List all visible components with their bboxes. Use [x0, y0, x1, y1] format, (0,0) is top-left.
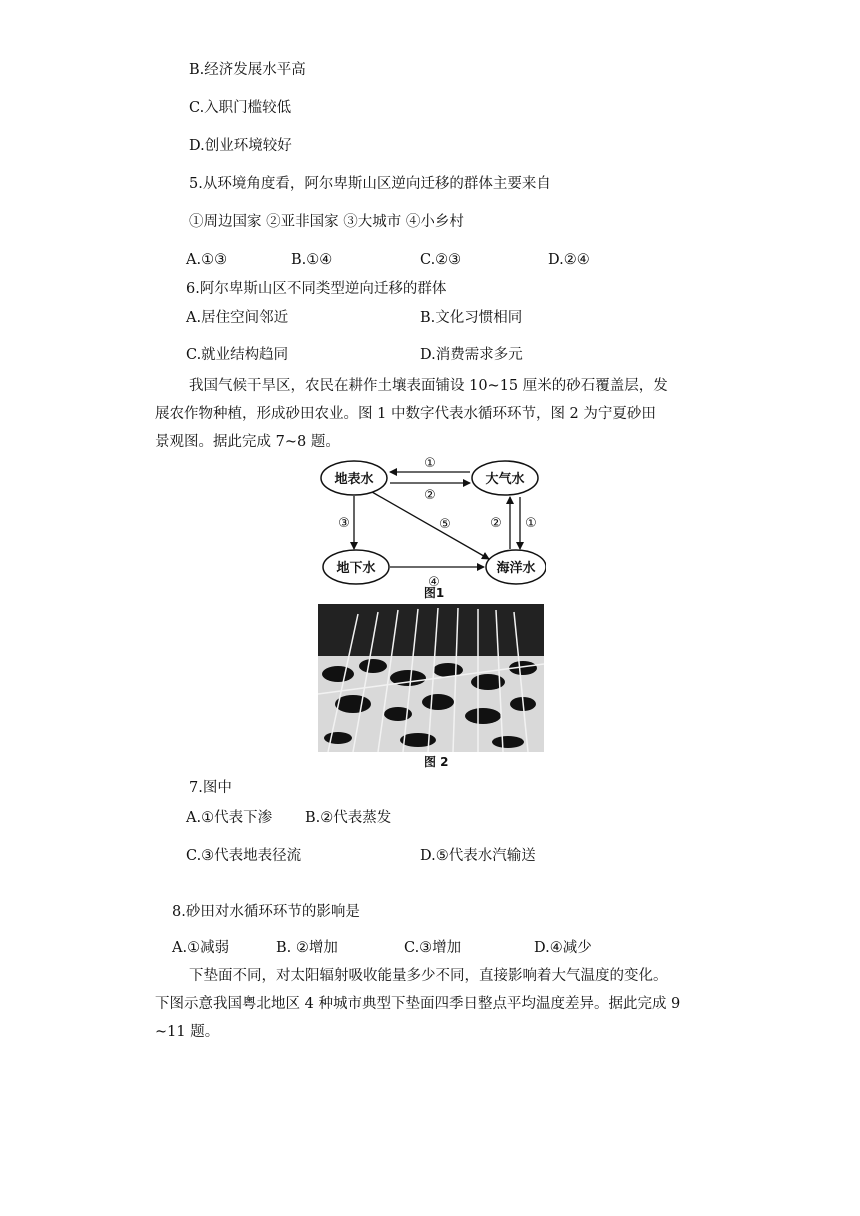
water-cycle-diagram: [314, 448, 546, 600]
passage-9-11-line2: 下图示意我国粤北地区 4 种城市典型下垫面四季日整点平均温度差异。据此完成 9: [155, 996, 681, 1012]
label-top-upper: ①: [424, 456, 436, 471]
q8-option-a: A.①减弱: [172, 940, 230, 956]
passage-9-11-line1: 下垫面不同，对太阳辐射吸收能量多少不同，直接影响着大气温度的变化。: [189, 968, 668, 984]
figure1-caption: 图1: [423, 586, 445, 600]
q6-stem: 6.阿尔卑斯山区不同类型逆向迁移的群体: [186, 281, 447, 297]
figure2-caption: 图 2: [424, 755, 449, 769]
ocean-water-label: 海洋水: [496, 561, 536, 576]
q7-option-c: C.③代表地表径流: [186, 848, 302, 864]
passage-7-8-line3: 景观图。据此完成 7~8 题。: [155, 434, 340, 450]
q6-option-d: D.消费需求多元: [420, 347, 523, 363]
q4-option-d: D.创业环境较好: [189, 138, 292, 154]
passage-9-11-line3: ~11 题。: [155, 1024, 220, 1040]
sand-field-photo: [318, 604, 544, 752]
q7-option-a: A.①代表下渗: [186, 810, 273, 826]
q5-stem: 5.从环境角度看，阿尔卑斯山区逆向迁移的群体主要来自: [189, 176, 551, 192]
surface-water-label: 地表水: [334, 472, 374, 487]
q8-option-d: D.④减少: [534, 940, 592, 956]
q5-option-d: D.②④: [548, 252, 590, 268]
q7-option-b: B.②代表蒸发: [305, 810, 392, 826]
q6-option-b: B.文化习惯相同: [420, 310, 523, 326]
q4-option-c: C.入职门槛较低: [189, 100, 292, 116]
atmosphere-water-label: 大气水: [485, 472, 525, 487]
q5-items: ①周边国家 ②亚非国家 ③大城市 ④小乡村: [189, 214, 464, 230]
label-top-lower: ②: [424, 488, 436, 503]
q5-option-b: B.①④: [291, 252, 333, 268]
passage-7-8-line1: 我国气候干旱区，农民在耕作土壤表面铺设 10~15 厘米的砂石覆盖层，发: [189, 378, 668, 394]
q8-option-b: B. ②增加: [276, 940, 338, 956]
ground-water-label: 地下水: [336, 561, 376, 576]
label-diagonal: ⑤: [439, 517, 451, 532]
q7-stem: 7.图中: [189, 780, 232, 796]
q8-stem: 8.砂田对水循环环节的影响是: [172, 904, 360, 920]
q5-option-a: A.①③: [186, 252, 228, 268]
q5-option-c: C.②③: [420, 252, 462, 268]
q6-option-a: A.居住空间邻近: [186, 310, 289, 326]
label-bottom: ④: [428, 575, 440, 590]
q7-option-d: D.⑤代表水汽输送: [420, 848, 536, 864]
q6-option-c: C.就业结构趋同: [186, 347, 289, 363]
q8-option-c: C.③增加: [404, 940, 462, 956]
label-right-right: ①: [525, 516, 537, 531]
q4-option-b: B.经济发展水平高: [189, 62, 306, 78]
passage-7-8-line2: 展农作物种植，形成砂田农业。图 1 中数字代表水循环环节，图 2 为宁夏砂田: [155, 406, 656, 422]
label-left: ③: [338, 516, 350, 531]
label-right-left: ②: [490, 516, 502, 531]
